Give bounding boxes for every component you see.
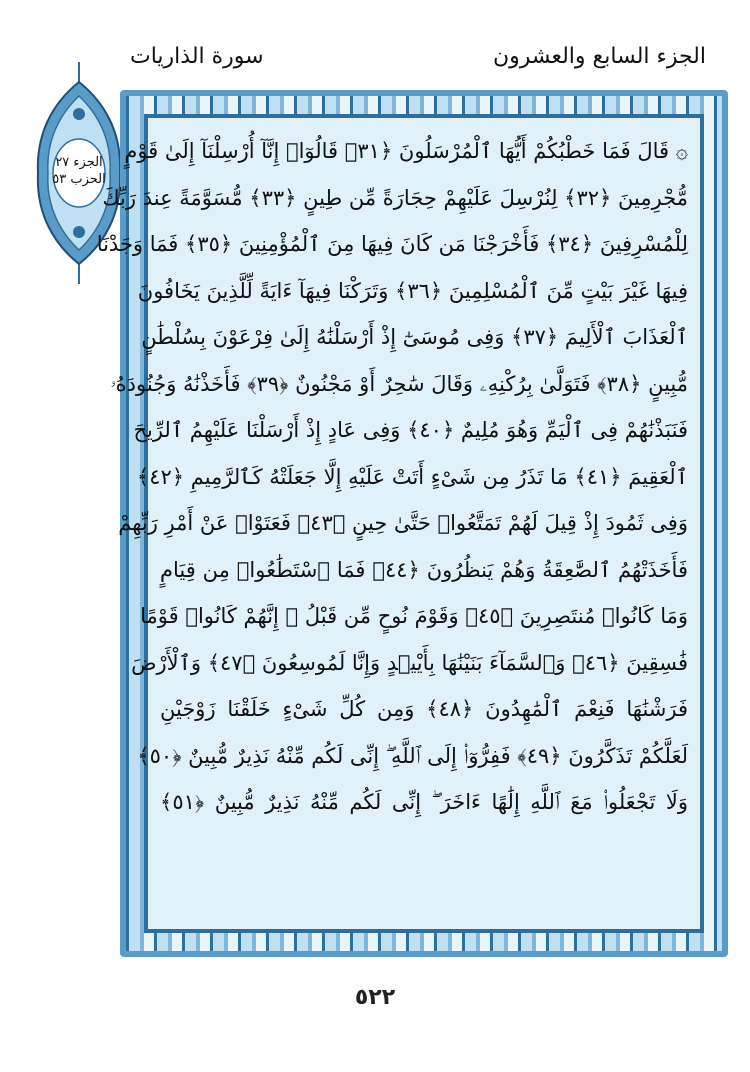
verse-line: ۞ قَالَ فَمَا خَطْبُكُمْ أَيُّهَا ٱلْمُرْسَلُونَ ﴿٣١﴾ قَالُوٓا۟ إِنَّآ أُرْسِلْنَآ إِلَىٰ قَوْمٍ — [124, 139, 688, 163]
hizb-number-label: الحزب ٥٣ — [52, 172, 106, 187]
page-frame — [96, 90, 728, 957]
verse-line: وَمَا كَانُوا۟ مُنتَصِرِينَ ﴿٤٥﴾ وَقَوْمَ نُوحٍ مِّن قَبْلُ ۖ إِنَّهُمْ كَانُوا۟ قَوْمًا — [140, 604, 688, 628]
surah-title: سورة الذاريات — [130, 44, 264, 69]
verse-line: ٱلْعَقِيمَ ﴿٤١﴾ مَا تَذَرُ مِن شَىْءٍ أَتَتْ عَلَيْهِ إِلَّا جَعَلَتْهُ كَٱلرَّمِيمِ ﴿٤٢﴾ — [136, 464, 688, 489]
verse-line: مُّبِينٍ ﴿٣٨﴾ فَتَوَلَّىٰ بِرُكْنِهِۦ وَقَالَ سَٰحِرٌ أَوْ مَجْنُونٌ ﴿٣٩﴾ فَأَخَذْنَٰهُ وَجُنُودَهُۥ — [110, 371, 688, 396]
verse-line: وَلَا تَجْعَلُوا۟ مَعَ ٱللَّهِ إِلَٰهًا ءَاخَرَ ۖ إِنِّى لَكُم مِّنْهُ نَذِيرٌ مُّبِينٌ ﴿٥١﴾ — [160, 790, 688, 814]
verse-line: فِيهَا غَيْرَ بَيْتٍ مِّنَ ٱلْمُسْلِمِينَ ﴿٣٦﴾ وَتَرَكْنَا فِيهَآ ءَايَةً لِّلَّذِينَ يَخَافُونَ — [137, 278, 688, 303]
text-panel — [96, 118, 700, 929]
verse-line: وَفِى ثَمُودَ إِذْ قِيلَ لَهُمْ تَمَتَّعُوا۟ حَتَّىٰ حِينٍ ﴿٤٣﴾ فَعَتَوْا۟ عَنْ أَمْرِ رَبِّهِمْ — [118, 511, 688, 535]
verse-line: لِلْمُسْرِفِينَ ﴿٣٤﴾ فَأَخْرَجْنَا مَن كَانَ فِيهَا مِنَ ٱلْمُؤْمِنِينَ ﴿٣٥﴾ فَمَا وَجَدْنَا — [96, 232, 688, 256]
verse-line: فَنَبَذْنَٰهُمْ فِى ٱلْيَمِّ وَهُوَ مُلِيمٌ ﴿٤٠﴾ وَفِى عَادٍ إِذْ أَرْسَلْنَا عَلَيْهِمُ ٱلرِّيحَ — [133, 418, 688, 442]
verse-line: ٱلْعَذَابَ ٱلْأَلِيمَ ﴿٣٧﴾ وَفِى مُوسَىٰٓ إِذْ أَرْسَلْنَٰهُ إِلَىٰ فِرْعَوْنَ بِسُلْطَٰنٍ — [141, 325, 688, 349]
juz-number-label: الجزء ٢٧ — [55, 155, 103, 170]
verse-line: فَرَشْنَٰهَا فَنِعْمَ ٱلْمَٰهِدُونَ ﴿٤٨﴾ وَمِن كُلِّ شَىْءٍ خَلَقْنَا زَوْجَيْنِ — [160, 697, 689, 721]
juz-title: الجزء السابع والعشرون — [492, 44, 706, 69]
page-number: ٥٢٢ — [354, 985, 396, 1010]
verse-line: لَعَلَّكُمْ تَذَكَّرُونَ ﴿٤٩﴾ فَفِرُّوٓا۟ إِلَى ٱللَّهِ ۖ إِنِّى لَكُم مِّنْهُ نَذِيرٌ مُّبِينٌ ﴿٥٠﴾ — [137, 743, 688, 768]
verse-line: مُّجْرِمِينَ ﴿٣٢﴾ لِنُرْسِلَ عَلَيْهِمْ حِجَارَةً مِّن طِينٍ ﴿٣٣﴾ مُّسَوَّمَةً عِندَ رَبِّكَ — [102, 185, 688, 210]
verse-line: فَٰسِقِينَ ﴿٤٦﴾ وَٱلسَّمَآءَ بَنَيْنَٰهَا بِأَيْي۟دٍ وَإِنَّا لَمُوسِعُونَ ﴿٤٧﴾ وَٱلْأَرْضَ — [131, 650, 688, 675]
verse-line: فَأَخَذَتْهُمُ ٱلصَّٰعِقَةُ وَهُمْ يَنظُرُونَ ﴿٤٤﴾ فَمَا ٱسْتَطَٰعُوا۟ مِن قِيَامٍ — [160, 557, 688, 582]
verse-lines — [96, 128, 689, 919]
